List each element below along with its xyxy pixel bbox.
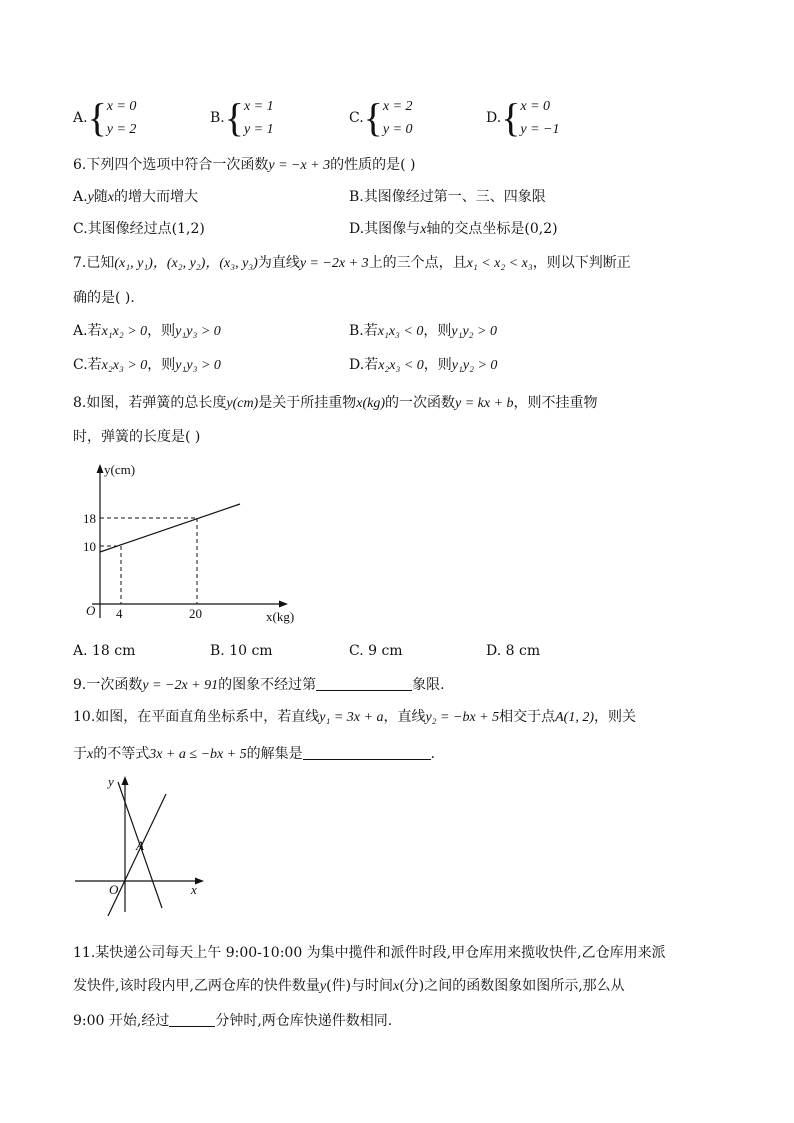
answer-blank[interactable] [169, 1012, 215, 1027]
function-line [100, 504, 240, 552]
q7-option-c[interactable]: C.若x₂x₃ > 0，则y₁y₃ > 0 [73, 357, 221, 373]
point-a-label: A [136, 838, 144, 853]
q5-option-b[interactable]: B.{ x = 1 y = 1 [210, 95, 274, 140]
y-tick-label: 10 [83, 539, 96, 554]
q5-option-a[interactable]: A.{ x = 0 y = 2 [73, 95, 137, 140]
answer-blank[interactable] [303, 745, 431, 760]
brace-icon: { [87, 95, 107, 140]
q11-stem-line1: 11.某快递公司每天上午 9:00-10:00 为集中揽件和派件时段,甲仓库用来揽收快件,乙仓库用来派 [73, 945, 666, 961]
q8-option-b[interactable]: B. 10 cm [210, 643, 273, 659]
q10-stem-line2: 于x的不等式3x + a ≤ −bx + 5的解集是 . [73, 746, 436, 762]
x-tick-label: 20 [189, 606, 202, 621]
q7-option-b[interactable]: B.若x₁x₃ < 0，则y₁y₂ > 0 [349, 323, 497, 339]
y-axis-arrow-icon [97, 464, 104, 473]
x-tick-label: 4 [116, 606, 123, 621]
q11-stem-line2: 发快件,该时段内甲,乙两仓库的快件数量y(件)与时间x(分)之间的函数图象如图所示,那么从 [73, 978, 625, 994]
y-axis-label: y(cm) [104, 462, 136, 477]
q7-option-a[interactable]: A.若x₁x₂ > 0，则y₁y₃ > 0 [73, 323, 221, 339]
brace-icon: { [501, 95, 521, 140]
q8-stem-line2: 时，弹簧的长度是( ) [73, 429, 201, 445]
answer-blank[interactable] [316, 676, 412, 691]
x-axis-label: x(kg) [266, 609, 295, 624]
q7-stem-line1: 7.已知(x₁, y₁)，(x₂, y₂)，(x₃, y₃)为直线y = −2x + 3上的三个点，且x₁ < x₂ < x₃，则以下判断正 [73, 255, 631, 271]
y-axis-label: y [108, 774, 114, 789]
q5-option-d[interactable]: D.{ x = 0 y = −1 [486, 95, 560, 140]
q11-stem-line3: 9:00 开始,经过 分钟时,两仓库快递件数相同. [73, 1013, 393, 1029]
origin-label: O [86, 603, 96, 618]
brace-icon: { [363, 95, 383, 140]
q10-stem-line1: 10.如图，在平面直角坐标系中，若直线y₁ = 3x + a，直线y₂ = −bx + 5相交于点A(1, 2)，则关 [73, 709, 636, 725]
q6-option-a[interactable]: A.y随x的增大而增大 [73, 189, 198, 205]
y-axis-arrow-icon [122, 776, 129, 785]
q8-graph [70, 458, 310, 630]
x-axis-arrow-icon [279, 601, 288, 608]
q6-option-d[interactable]: D.其图像与x轴的交点坐标是(0,2) [349, 221, 558, 237]
q10-graph [70, 770, 210, 920]
q6-stem: 6.下列四个选项中符合一次函数y = −x + 3的性质的是( ) [73, 157, 416, 173]
q8-option-d[interactable]: D. 8 cm [486, 643, 541, 659]
origin-label: O [109, 882, 119, 897]
q7-stem-line2: 确的是( ). [73, 290, 135, 306]
line-y1 [108, 794, 166, 916]
q8-option-c[interactable]: C. 9 cm [349, 643, 403, 659]
brace-icon: { [224, 95, 244, 140]
q5-option-c[interactable]: C.{ x = 2 y = 0 [349, 95, 413, 140]
q7-option-d[interactable]: D.若x₂x₃ < 0，则y₁y₂ > 0 [349, 357, 498, 373]
q9-stem: 9.一次函数y = −2x + 91的图象不经过第 象限. [73, 677, 445, 693]
q8-stem-line1: 8.如图，若弹簧的总长度y(cm)是关于所挂重物x(kg)的一次函数y = kx + b，则不挂重物 [73, 395, 598, 411]
q6-option-c[interactable]: C.其图像经过点(1,2) [73, 221, 205, 237]
q8-option-a[interactable]: A. 18 cm [73, 643, 136, 659]
q6-option-b[interactable]: B.其图像经过第一、三、四象限 [349, 189, 546, 205]
x-axis-label: x [191, 882, 197, 897]
y-tick-label: 18 [83, 511, 96, 526]
